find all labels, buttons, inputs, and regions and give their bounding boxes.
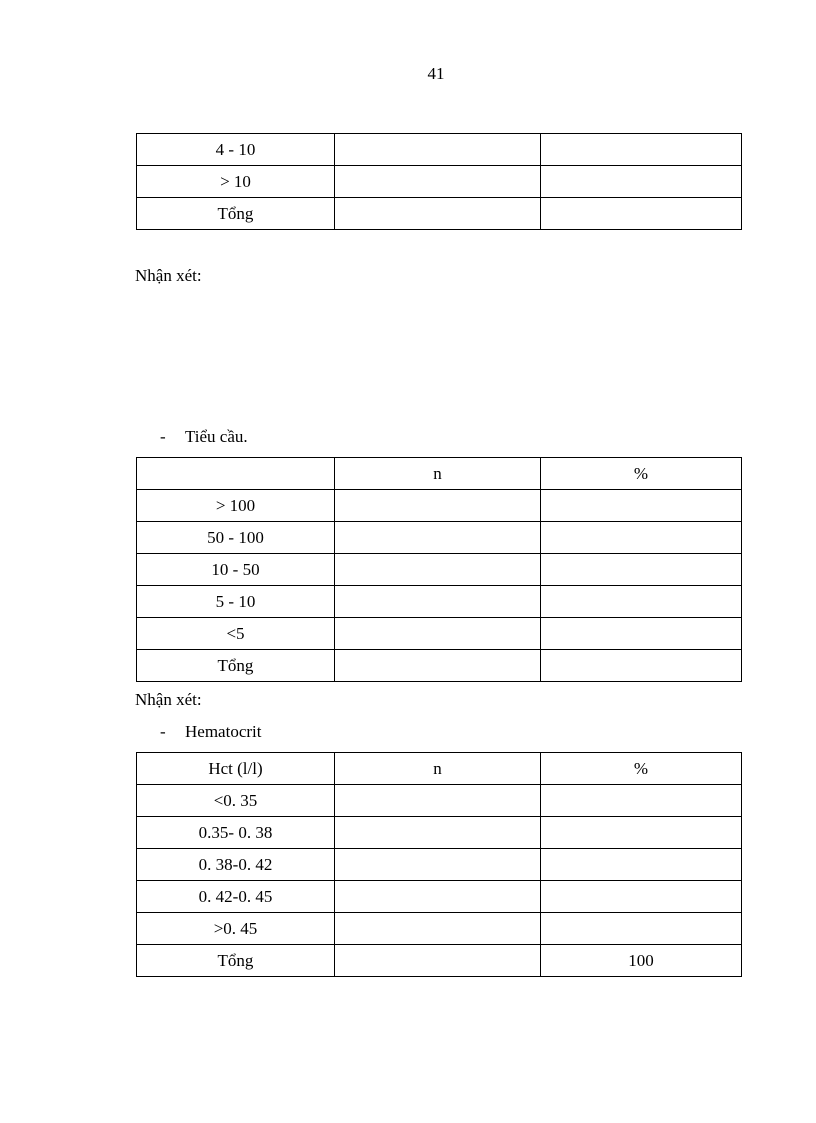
table-cell: 100 [541, 945, 742, 977]
table-cell [335, 586, 541, 618]
table-row [137, 945, 742, 977]
table-row [137, 881, 742, 913]
table-row [137, 554, 742, 586]
table-cell [541, 134, 742, 166]
continuation-table [136, 133, 742, 230]
table-cell [335, 618, 541, 650]
table-cell: 4 - 10 [137, 134, 335, 166]
table-cell: 0.35- 0. 38 [137, 817, 335, 849]
remark-label: Nhận xét: [135, 690, 202, 709]
table-row [137, 490, 742, 522]
table-row [137, 134, 742, 166]
table-row [137, 166, 742, 198]
table-cell [541, 490, 742, 522]
column-header: n [335, 753, 541, 785]
bullet-dash: - [160, 427, 166, 446]
table-row [137, 849, 742, 881]
table-row [137, 650, 742, 682]
table-row [137, 913, 742, 945]
table-row [137, 522, 742, 554]
table-cell: Tổng [137, 945, 335, 977]
column-header: % [541, 753, 742, 785]
page-number: 41 [427, 64, 445, 83]
table-cell: > 10 [137, 166, 335, 198]
table-cell [541, 650, 742, 682]
column-header [137, 458, 335, 490]
table-cell [335, 650, 541, 682]
table-cell: > 100 [137, 490, 335, 522]
hematocrit-table [136, 752, 742, 977]
table-cell [541, 618, 742, 650]
table-cell [335, 522, 541, 554]
table-cell: 50 - 100 [137, 522, 335, 554]
table-cell [335, 817, 541, 849]
table-header-row [137, 458, 742, 490]
section-heading-platelets [160, 427, 248, 447]
column-header: n [335, 458, 541, 490]
table-cell: 5 - 10 [137, 586, 335, 618]
table-row [137, 817, 742, 849]
table-cell [541, 554, 742, 586]
section-heading-hematocrit [160, 722, 261, 742]
table-cell: Tổng [137, 650, 335, 682]
table-cell: <0. 35 [137, 785, 335, 817]
table-cell [541, 849, 742, 881]
section-heading-text: Hematocrit [185, 722, 262, 741]
column-header: % [541, 458, 742, 490]
section-heading-text: Tiểu cầu. [185, 427, 248, 446]
table-cell [541, 785, 742, 817]
table-cell [335, 881, 541, 913]
table-cell [541, 198, 742, 230]
table-cell [541, 913, 742, 945]
table-cell: 0. 38-0. 42 [137, 849, 335, 881]
column-header: Hct (l/l) [137, 753, 335, 785]
table-cell: 10 - 50 [137, 554, 335, 586]
table-cell [541, 881, 742, 913]
table-cell [335, 490, 541, 522]
table-cell [335, 166, 541, 198]
table-cell [541, 166, 742, 198]
table-row [137, 198, 742, 230]
table-cell [335, 198, 541, 230]
table-row [137, 785, 742, 817]
table-cell [541, 817, 742, 849]
table-cell [335, 785, 541, 817]
table-cell [335, 554, 541, 586]
table-cell: Tổng [137, 198, 335, 230]
table-row [137, 618, 742, 650]
remark-label: Nhận xét: [135, 266, 202, 285]
table-cell: <5 [137, 618, 335, 650]
table-cell: >0. 45 [137, 913, 335, 945]
table-cell [335, 945, 541, 977]
table-cell: 0. 42-0. 45 [137, 881, 335, 913]
bullet-dash: - [160, 722, 166, 741]
table-row [137, 586, 742, 618]
table-cell [541, 586, 742, 618]
table-cell [335, 849, 541, 881]
table-cell [541, 522, 742, 554]
table-cell [335, 913, 541, 945]
table-header-row [137, 753, 742, 785]
table-cell [335, 134, 541, 166]
platelets-table [136, 457, 742, 682]
